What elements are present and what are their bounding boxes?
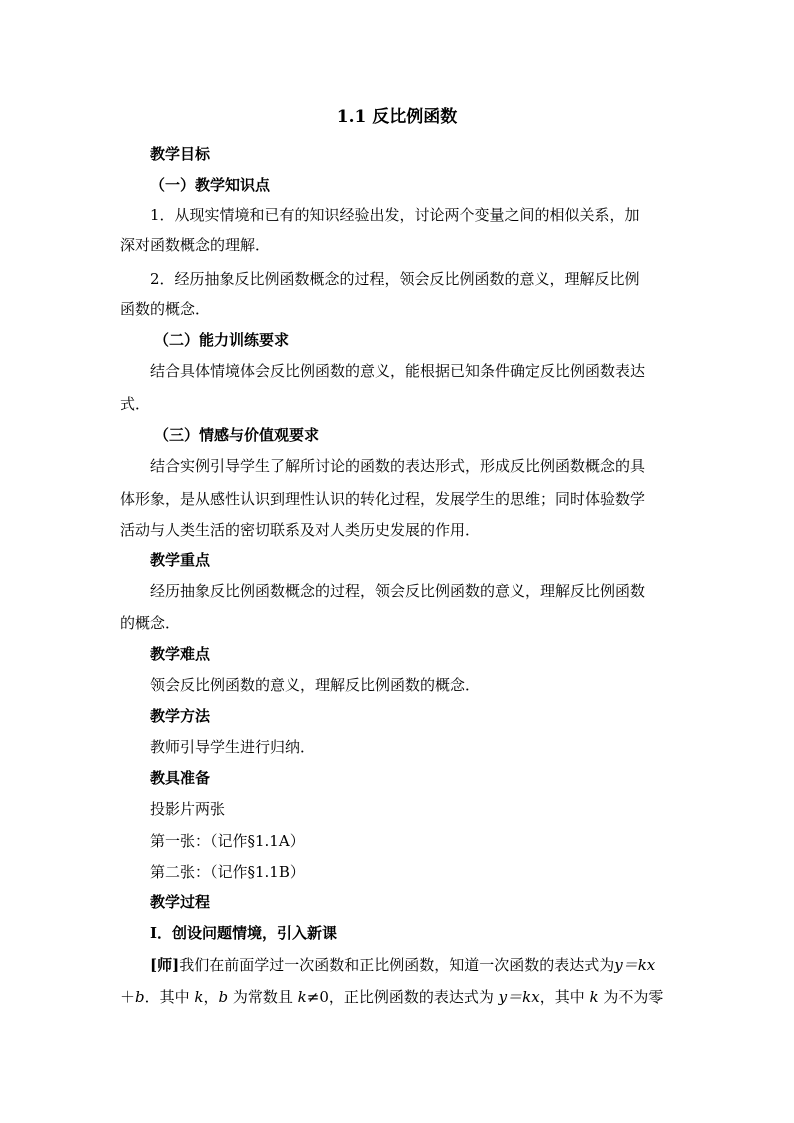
paragraph-line: 经历抽象反比例函数概念的过程，领会反比例函数的意义，理解反比例函数 — [150, 582, 646, 600]
text-run: ≠0，正比例函数的表达式为 — [306, 988, 499, 1006]
variable-run: b — [135, 988, 145, 1006]
formula-run: y＝kx — [498, 988, 540, 1006]
subheading-ability: （二）能力训练要求 — [154, 331, 290, 349]
paragraph-line-teacher — [120, 950, 705, 980]
subheading-emotion: （三）情感与价值观要求 — [154, 426, 320, 444]
variable-run: k — [589, 988, 599, 1006]
text-run: 为不为零 — [598, 988, 664, 1006]
section-heading-process: 教学过程 — [150, 893, 211, 911]
paragraph-line: 结合实例引导学生了解所讨论的函数的表达形式，形成反比例函数概念的具 — [150, 457, 646, 475]
paragraph-line: 第二张：（记作§1.1B） — [150, 863, 305, 881]
speaker-tag: [师] — [150, 956, 180, 974]
paragraph-line: 教师引导学生进行归纳． — [150, 738, 316, 756]
formula-run: y＝kx — [614, 956, 656, 974]
section-heading-tools: 教具准备 — [150, 769, 211, 787]
paragraph-line: 领会反比例函数的意义，理解反比例函数的概念． — [150, 676, 481, 694]
text-run: 为常数且 — [228, 988, 298, 1006]
variable-run: b — [218, 988, 229, 1006]
section-heading-key: 教学重点 — [150, 551, 211, 569]
paragraph-line: 活动与人类生活的密切联系及对人类历史发展的作用． — [120, 521, 481, 539]
paragraph-line: 深对函数概念的理解． — [120, 236, 271, 254]
paragraph-line — [120, 982, 675, 1012]
paragraph-line: 2．经历抽象反比例函数概念的过程，领会反比例函数的意义，理解反比例 — [150, 270, 640, 288]
paragraph-line: 体形象，是从感性认识到理性认识的转化过程，发展学生的思维；同时体验数学 — [120, 490, 646, 508]
text-run: ，其中 — [539, 988, 590, 1006]
subheading-knowledge: （一）教学知识点 — [150, 176, 271, 194]
text-run: ．其中 — [144, 988, 195, 1006]
text-run: 我们在前面学过一次函数和正比例函数，知道一次函数的表达式为 — [179, 956, 615, 974]
variable-run: k — [297, 988, 307, 1006]
paragraph-line: 式． — [120, 395, 151, 413]
text-run: ， — [203, 988, 219, 1006]
section-heading-method: 教学方法 — [150, 707, 211, 725]
document-title: 1.1 反比例函数 — [336, 107, 458, 127]
paragraph-line: 的概念． — [120, 614, 181, 632]
paragraph-line: 结合具体情境体会反比例函数的意义，能根据已知条件确定反比例函数表达 — [150, 362, 646, 380]
subheading-step1: Ⅰ．创设问题情境，引入新课 — [150, 924, 338, 942]
paragraph-line: 函数的概念． — [120, 300, 211, 318]
variable-run: k — [194, 988, 204, 1006]
paragraph-line: 1．从现实情境和已有的知识经验出发，讨论两个变量之间的相似关系，加 — [150, 206, 640, 224]
section-heading-goals: 教学目标 — [150, 145, 211, 163]
paragraph-line: 第一张：（记作§1.1A） — [150, 832, 305, 850]
section-heading-difficulty: 教学难点 — [150, 645, 211, 663]
text-run: ＋ — [120, 988, 136, 1006]
paragraph-line: 投影片两张 — [150, 800, 226, 818]
